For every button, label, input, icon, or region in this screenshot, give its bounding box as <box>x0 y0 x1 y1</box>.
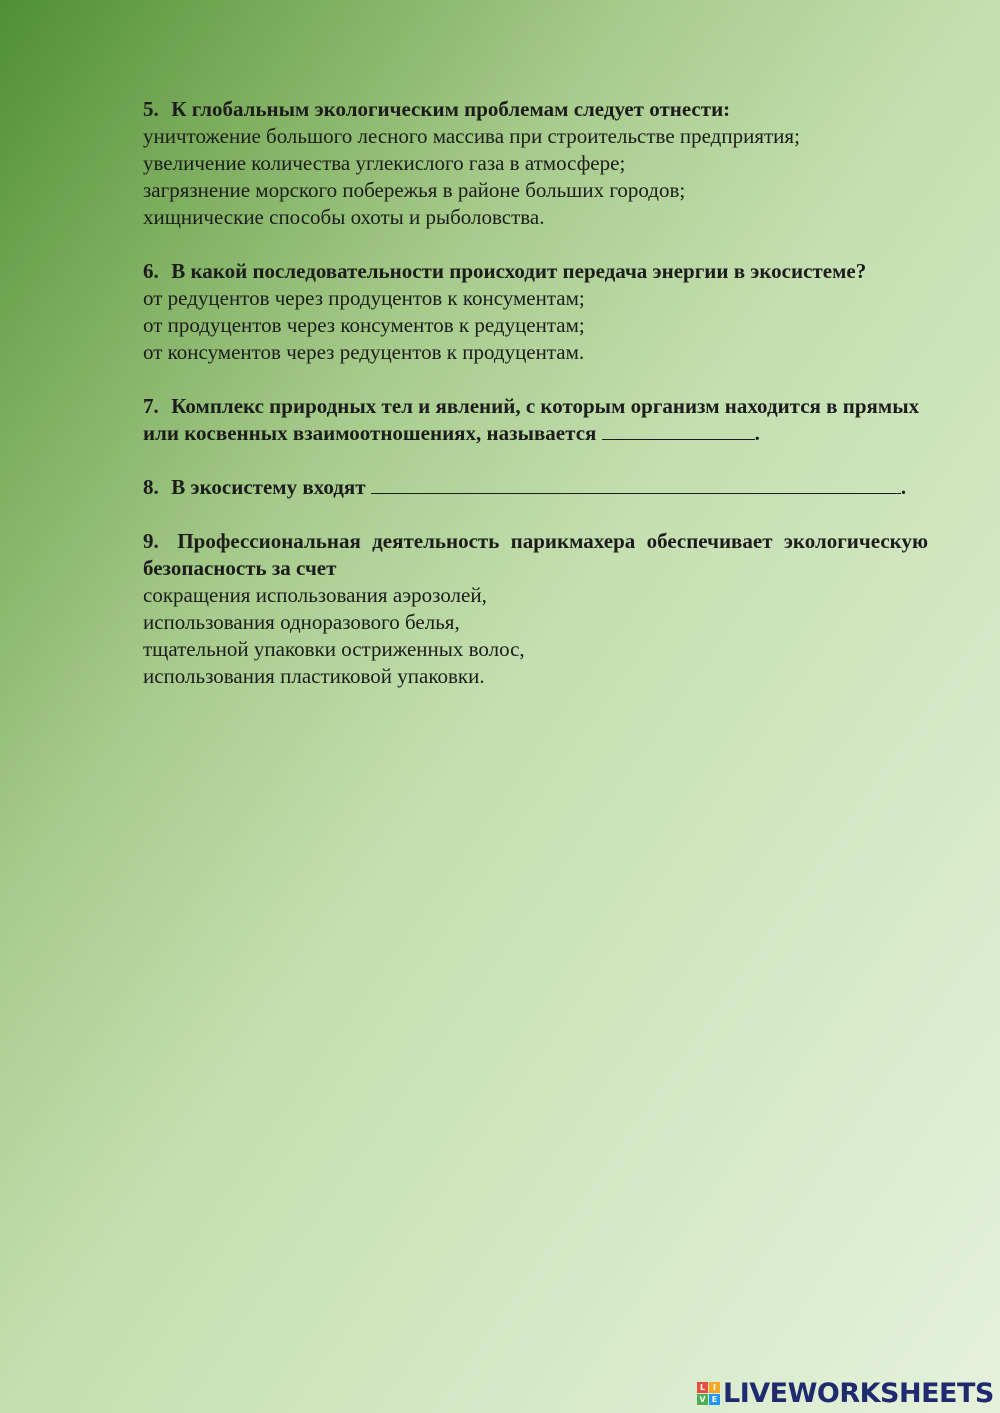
question-text: Комплекс природных тел и явлений, с которым организм находится в прямых или косвенных взаимоотношениях, называется <box>143 394 920 445</box>
logo-letter: L <box>697 1382 708 1393</box>
sentence-end: . <box>754 421 760 445</box>
liveworksheets-logo-icon <box>697 1382 720 1405</box>
answer-option[interactable]: загрязнение морского побережья в районе больших городов; <box>143 178 686 202</box>
answer-blank[interactable] <box>371 475 901 494</box>
question-number: 8. <box>143 475 159 499</box>
answer-option[interactable]: от консументов через редуцентов к продуцентам. <box>143 340 585 364</box>
question-7 <box>143 393 928 447</box>
logo-letter: V <box>697 1394 708 1405</box>
answer-blank[interactable] <box>602 421 755 440</box>
question-title <box>143 393 928 447</box>
answer-option[interactable]: от продуцентов через консументов к редуцентам; <box>143 313 585 337</box>
question-text: В экосистему входят <box>171 475 366 499</box>
question-text: К глобальным экологическим проблемам следует отнести: <box>171 97 731 121</box>
question-number: 7. <box>143 394 159 418</box>
liveworksheets-logo <box>697 1378 994 1408</box>
question-9 <box>143 528 928 690</box>
answer-option[interactable]: хищнические способы охоты и рыболовства. <box>143 205 545 229</box>
question-8 <box>143 474 928 501</box>
question-number: 9. <box>143 529 159 553</box>
question-number: 6. <box>143 259 159 283</box>
worksheet <box>143 96 928 717</box>
question-text: Профессиональная деятельность парикмахера обеспечивает экологическую безопасность за счет <box>143 529 928 580</box>
question-number: 5. <box>143 97 159 121</box>
answer-option[interactable]: от редуцентов через продуцентов к консументам; <box>143 286 585 310</box>
question-5 <box>143 96 928 231</box>
question-title <box>143 528 928 582</box>
question-text: В какой последовательности происходит передача энергии в экосистеме? <box>171 259 867 283</box>
answer-option[interactable]: использования одноразового белья, <box>143 610 460 634</box>
answer-option[interactable]: уничтожение большого лесного массива при строительстве предприятия; <box>143 124 800 148</box>
logo-letter: E <box>709 1394 720 1405</box>
answer-option[interactable]: увеличение количества углекислого газа в атмосфере; <box>143 151 626 175</box>
question-title <box>143 258 928 285</box>
sentence-end: . <box>900 475 907 499</box>
question-title <box>143 474 928 501</box>
logo-wordmark: LIVEWORKSHEETS <box>723 1377 994 1409</box>
answer-option[interactable]: сокращения использования аэрозолей, <box>143 583 487 607</box>
question-6 <box>143 258 928 366</box>
logo-letter: I <box>709 1382 720 1393</box>
question-title <box>143 96 928 123</box>
answer-option[interactable]: тщательной упаковки остриженных волос, <box>143 637 525 661</box>
answer-option[interactable]: использования пластиковой упаковки. <box>143 664 485 688</box>
